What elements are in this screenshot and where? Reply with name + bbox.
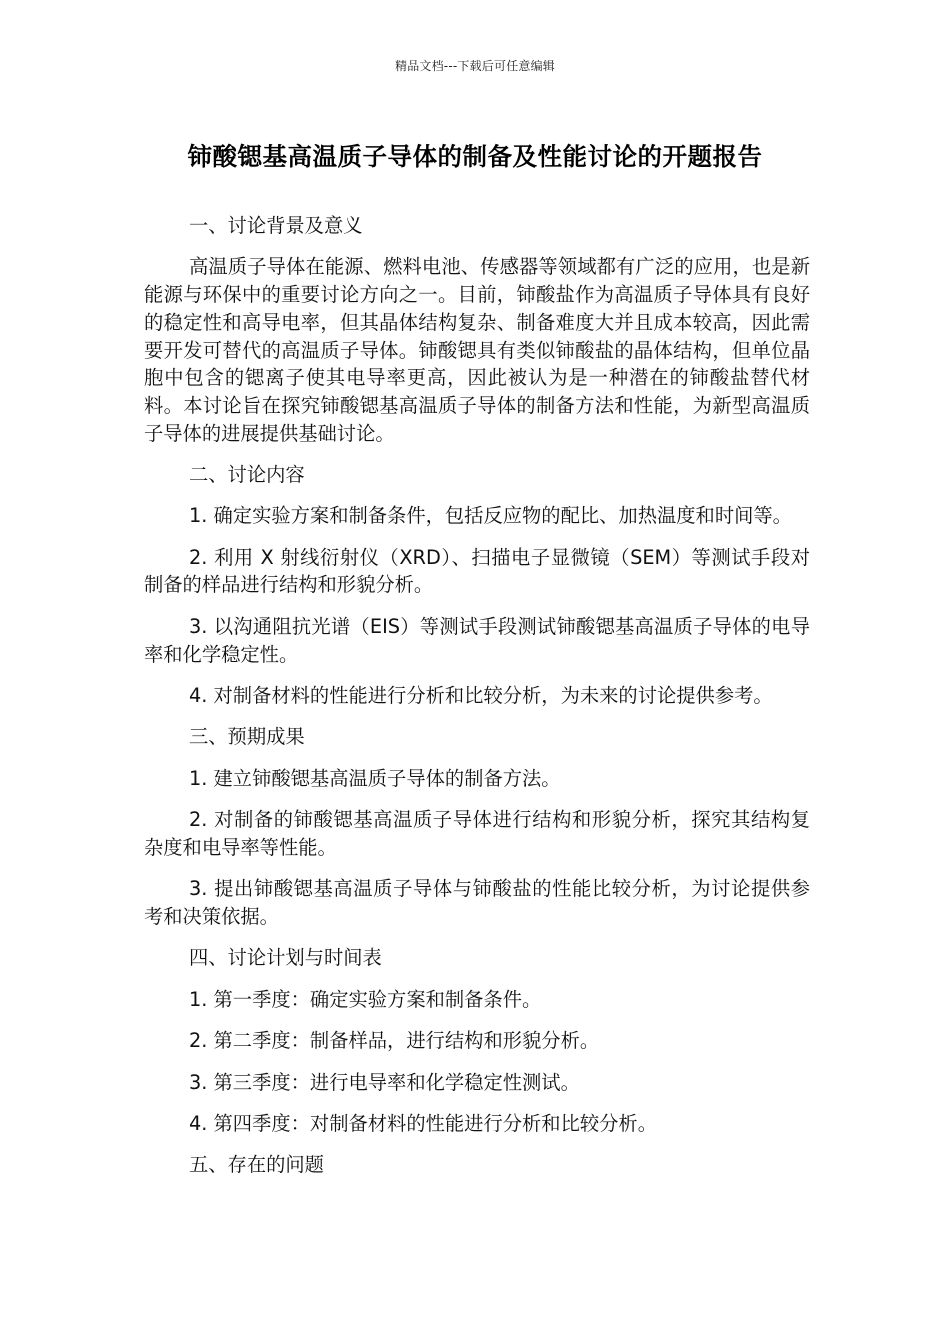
result-item-3: 3. 提出铈酸锶基高温质子导体与铈酸盐的性能比较分析，为讨论提供参考和决策依据。 xyxy=(144,877,810,928)
plan-item-2: 2. 第二季度：制备样品，进行结构和形貌分析。 xyxy=(189,1029,600,1053)
content-item-4: 4. 对制备材料的性能进行分析和比较分析，为未来的讨论提供参考。 xyxy=(189,683,773,707)
section-heading-content: 二、讨论内容 xyxy=(189,463,305,486)
result-item-1: 1. 建立铈酸锶基高温质子导体的制备方法。 xyxy=(189,766,561,790)
content-item-3: 3. 以沟通阻抗光谱（EIS）等测试手段测试铈酸锶基高温质子导体的电导率和化学稳定性。 xyxy=(144,614,810,666)
section-heading-plan: 四、讨论计划与时间表 xyxy=(189,946,382,970)
section-heading-issues: 五、存在的问题 xyxy=(189,1153,324,1177)
paragraph-background: 高温质子导体在能源、燃料电池、传感器等领域都有广泛的应用，也是新能源与环保中的重要讨论方向之一。目前，铈酸盐作为高温质子导体具有良好的稳定性和高导电率，但其晶体结构复杂、制备难度大并且成本较高，因此需要开发可替代的高温质子导体。铈酸锶具有类似铈酸盐的晶体结构，但单位晶胞中包含的锶离子使其电导率更高，因此被认为是一种潜在的铈酸盐替代材料。本讨论旨在探究铈酸锶基高温质子导体的制备方法和性能，为新型高温质子导体的进展提供基础讨论。 xyxy=(144,255,810,445)
plan-item-1: 1. 第一季度：确定实验方案和制备条件。 xyxy=(189,987,542,1011)
content-item-1: 1. 确定实验方案和制备条件，包括反应物的配比、加热温度和时间等。 xyxy=(189,504,792,528)
content-item-2: 2. 利用 X 射线衍射仪（XRD）、扫描电子显微镜（SEM）等测试手段对制备的样品进行结构和形貌分析。 xyxy=(144,545,810,597)
section-heading-results: 三、预期成果 xyxy=(189,725,305,749)
plan-item-3: 3. 第三季度：进行电导率和化学稳定性测试。 xyxy=(189,1070,580,1094)
document-body xyxy=(144,212,810,1193)
document-title: 铈酸锶基高温质子导体的制备及性能讨论的开题报告 xyxy=(187,142,763,171)
page-header: 精品文档---下载后可任意编辑 xyxy=(395,59,555,73)
result-item-2: 2. 对制备的铈酸锶基高温质子导体进行结构和形貌分析，探究其结构复杂度和电导率等性能。 xyxy=(144,808,810,859)
plan-item-4: 4. 第四季度：对制备材料的性能进行分析和比较分析。 xyxy=(189,1111,657,1135)
section-heading-background: 一、讨论背景及意义 xyxy=(189,214,363,237)
